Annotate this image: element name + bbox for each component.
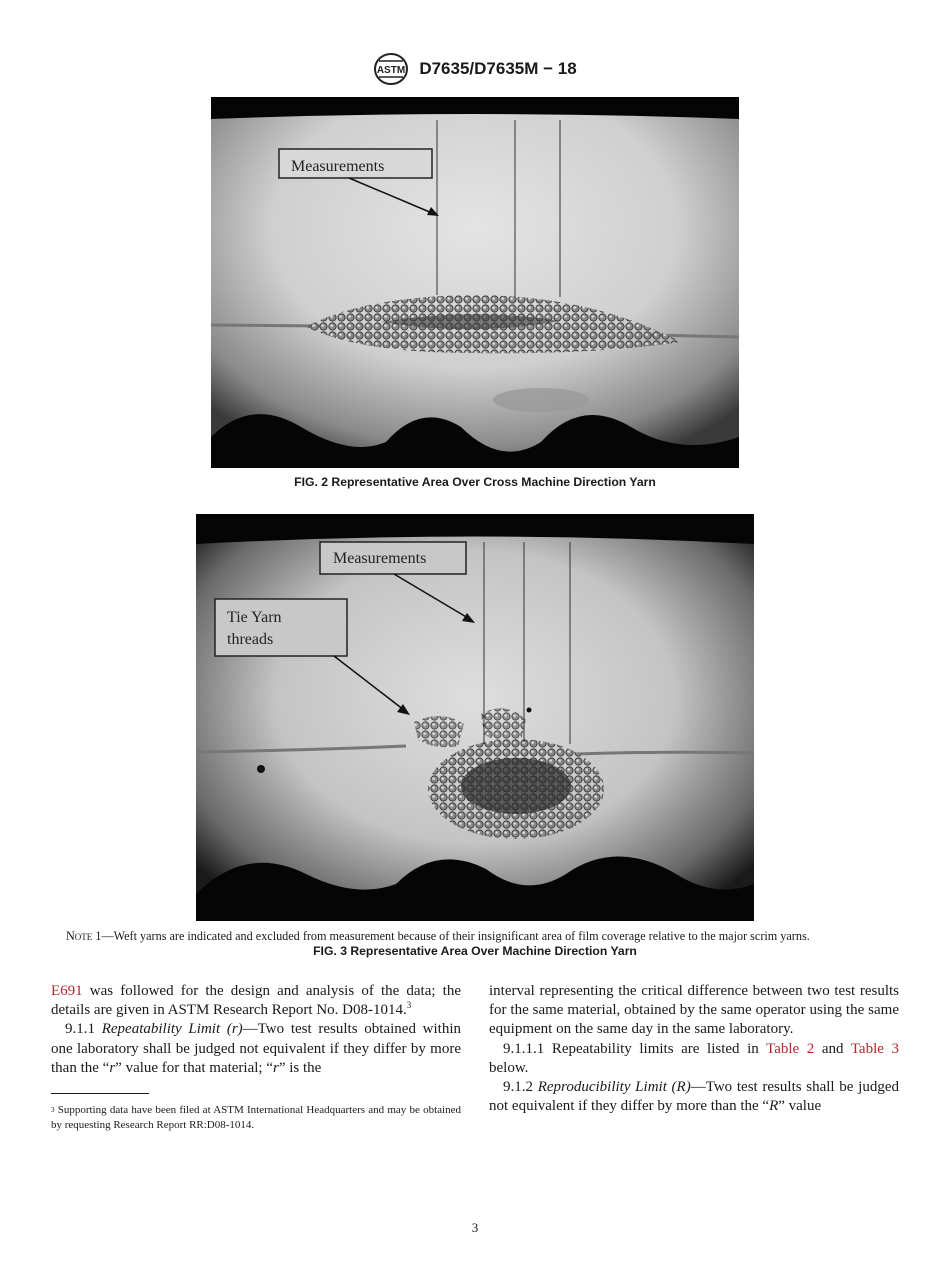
- symbol-r: r: [109, 1059, 116, 1076]
- tie-yarn-callout-label-line2: threads: [227, 631, 274, 648]
- note-text: —Weft yarns are indicated and excluded from measurement because of their insignificant area of film coverage relative to the major scrim yarns.: [101, 929, 810, 943]
- svg-text:ASTM: ASTM: [377, 65, 406, 76]
- footnote-divider: [51, 1093, 149, 1094]
- paragraph: [51, 1020, 461, 1078]
- footnote: [51, 1103, 461, 1132]
- symbol-r: r: [273, 1059, 279, 1076]
- paragraph-text: —Two test results obtained within one laboratory shall be judged not equivalent if they differ by more than the “: [51, 1021, 461, 1076]
- figure-3-note: [66, 929, 906, 944]
- section-title: Repeatability Limit (r): [101, 1021, 243, 1038]
- paragraph-text: 9.1.1.1 Repeatability limits are listed in: [503, 1040, 767, 1057]
- tie-yarn-callout-label-line1: Tie Yarn: [227, 609, 282, 626]
- paragraph-text: and: [814, 1040, 851, 1057]
- figure-3-image: [196, 514, 754, 921]
- section-title: Reproducibility Limit (R): [537, 1079, 691, 1096]
- paragraph-text: below.: [489, 1059, 529, 1076]
- paragraph-text: ” value for that material; “: [115, 1059, 273, 1076]
- paragraph-text: was followed for the design and analysis of the data; the details are given in ASTM Research Report No. D08-1014.: [51, 983, 461, 1019]
- table-3-link[interactable]: Table 3: [850, 1040, 899, 1057]
- left-column: [51, 982, 461, 1078]
- right-column: [489, 982, 899, 1116]
- note-label: Note 1: [66, 929, 102, 943]
- table-2-link[interactable]: Table 2: [766, 1040, 815, 1057]
- paragraph-text: —Two test results shall be judged not equivalent if they differ by more than the “: [489, 1079, 899, 1115]
- section-number: 9.1.1: [65, 1021, 102, 1038]
- paragraph: interval representing the critical difference between two test results for the same material, obtained by the same operator using the same equipment on the same day in the same laboratory.: [489, 983, 899, 1038]
- paragraph: [489, 1078, 899, 1116]
- footnote-number: 3: [51, 1106, 55, 1114]
- page-number: 3: [471, 1220, 479, 1235]
- paragraph-text: ” value: [778, 1098, 822, 1115]
- symbol-R: R: [769, 1098, 779, 1115]
- figure-2-image: [211, 97, 739, 468]
- figure-3-caption: FIG. 3 Representative Area Over Machine Direction Yarn: [313, 944, 637, 958]
- paragraph: [489, 1040, 899, 1078]
- paragraph-text: ” is the: [278, 1059, 322, 1076]
- footnote-text: Supporting data have been filed at ASTM International Headquarters and may be obtained by requesting Research Report RR:D08-1014.: [51, 1104, 461, 1131]
- astm-logo-icon: [373, 52, 409, 86]
- page-header: [0, 52, 950, 86]
- document-id: D7635/D7635M − 18: [419, 59, 577, 78]
- figure-2-caption: FIG. 2 Representative Area Over Cross Machine Direction Yarn: [294, 475, 656, 489]
- paragraph: [51, 982, 461, 1020]
- e691-link[interactable]: E691: [51, 983, 83, 999]
- section-number: 9.1.2: [503, 1079, 538, 1096]
- measurements-callout-label: Measurements: [291, 158, 385, 175]
- measurements-callout-label: Measurements: [333, 550, 427, 567]
- footnote-ref[interactable]: 3: [406, 1000, 412, 1011]
